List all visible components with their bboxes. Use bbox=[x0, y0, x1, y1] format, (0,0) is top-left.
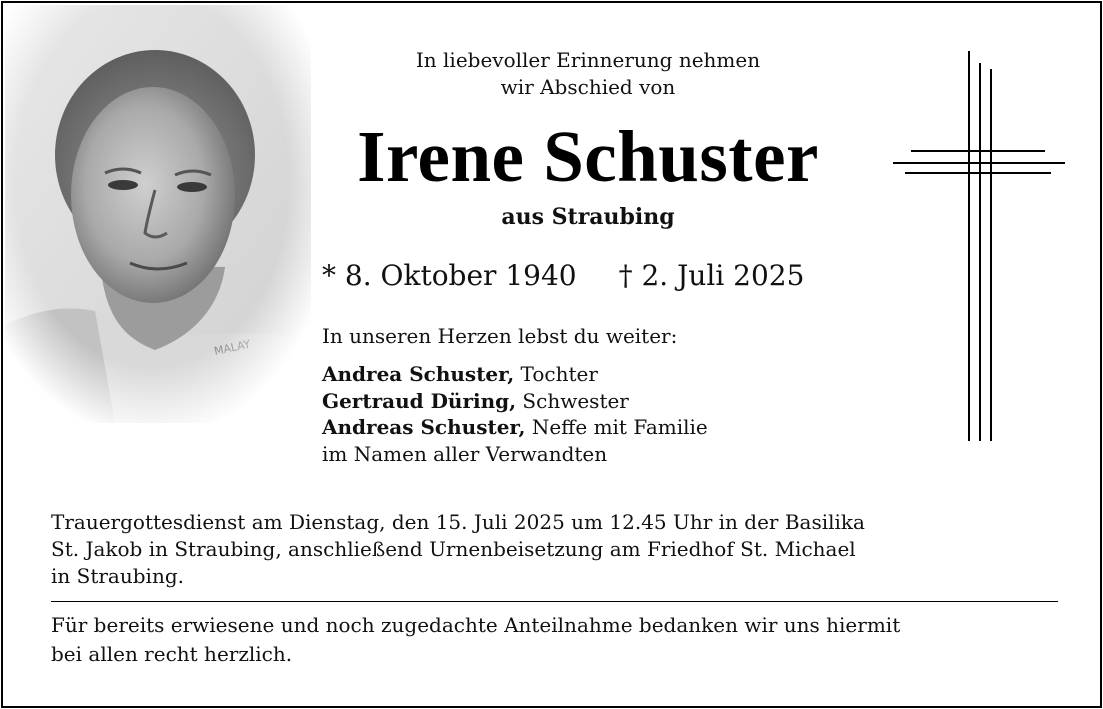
mourner-row bbox=[322, 361, 708, 388]
service-line-2: St. Jakob in Straubing, anschließend Urnenbeisetzung am Friedhof St. Michael bbox=[51, 537, 856, 561]
mourner-row bbox=[322, 441, 708, 468]
deceased-place: aus Straubing bbox=[501, 204, 675, 230]
thanks-line-2: bei allen recht herzlich. bbox=[51, 642, 293, 666]
mourner-name: Gertraud Düring, bbox=[322, 388, 517, 413]
mourner-relation: Neffe mit Familie bbox=[525, 415, 708, 439]
mourner-row bbox=[322, 414, 708, 441]
intro-line-2: wir Abschied von bbox=[500, 75, 676, 99]
mourner-relation: im Namen aller Verwandten bbox=[322, 441, 608, 466]
service-line-1: Trauergottesdienst am Dienstag, den 15. Juli 2025 um 12.45 Uhr in der Basilika bbox=[51, 510, 865, 534]
death-date: † 2. Juli 2025 bbox=[618, 259, 805, 292]
deceased-name: Irene Schuster bbox=[357, 116, 819, 197]
mourner-name: Andreas Schuster, bbox=[322, 415, 526, 439]
thanks-text bbox=[51, 611, 1071, 669]
mourner-row bbox=[322, 388, 708, 415]
divider bbox=[51, 601, 1058, 602]
mourner-relation: Schwester bbox=[516, 388, 629, 413]
obituary-frame bbox=[1, 1, 1102, 708]
cross-icon bbox=[891, 49, 1067, 445]
mourner-name: Andrea Schuster, bbox=[322, 362, 515, 386]
intro-text bbox=[323, 47, 853, 101]
intro-line-1: In liebevoller Erinnerung nehmen bbox=[415, 48, 761, 72]
portrait-photo bbox=[5, 5, 311, 423]
service-info bbox=[51, 509, 1031, 590]
heart-line: In unseren Herzen lebst du weiter: bbox=[322, 324, 678, 348]
thanks-line-1: Für bereits erwiesene und noch zugedachte Anteilnahme bedanken wir uns hiermit bbox=[51, 613, 901, 637]
life-dates bbox=[322, 258, 804, 294]
birth-date: * 8. Oktober 1940 bbox=[322, 259, 577, 292]
service-line-3: in Straubing. bbox=[51, 564, 184, 588]
mourners-list bbox=[322, 361, 708, 467]
mourner-relation: Tochter bbox=[514, 362, 598, 386]
